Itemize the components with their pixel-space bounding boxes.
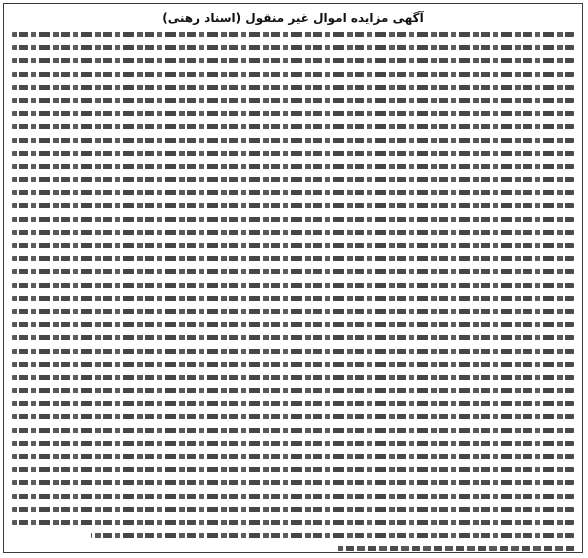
text-line — [12, 428, 574, 433]
text-line — [12, 32, 574, 37]
text-line — [91, 533, 574, 538]
text-line — [12, 507, 574, 512]
text-line — [12, 45, 574, 50]
notice-body-text — [12, 32, 574, 544]
text-line — [12, 480, 574, 485]
text-line — [12, 177, 574, 182]
text-line — [12, 335, 574, 340]
notice-title: آگهی مزایده اموال غیر منقول (اسناد رهنی) — [162, 11, 424, 25]
text-line — [12, 309, 574, 314]
text-line — [12, 388, 574, 393]
text-line — [12, 322, 574, 327]
text-line — [12, 349, 574, 354]
text-line — [12, 111, 574, 116]
text-line — [12, 98, 574, 103]
text-line — [12, 190, 574, 195]
text-line — [12, 296, 574, 301]
text-line — [12, 283, 574, 288]
text-line — [12, 217, 574, 222]
text-line — [12, 243, 574, 248]
text-line — [12, 151, 574, 156]
signature-line — [338, 546, 574, 551]
text-line — [12, 124, 574, 129]
text-line — [12, 138, 574, 143]
text-line — [12, 520, 574, 525]
text-line — [12, 164, 574, 169]
auction-notice — [3, 3, 583, 553]
text-line — [12, 203, 574, 208]
text-line — [12, 414, 574, 419]
text-line — [12, 401, 574, 406]
text-line — [12, 256, 574, 261]
text-line — [12, 72, 574, 77]
text-line — [12, 58, 574, 63]
text-line — [12, 467, 574, 472]
text-line — [12, 375, 574, 380]
text-line — [12, 441, 574, 446]
text-line — [12, 494, 574, 499]
text-line — [12, 85, 574, 90]
text-line — [12, 269, 574, 274]
text-line — [12, 230, 574, 235]
text-line — [12, 362, 574, 367]
text-line — [12, 454, 574, 459]
